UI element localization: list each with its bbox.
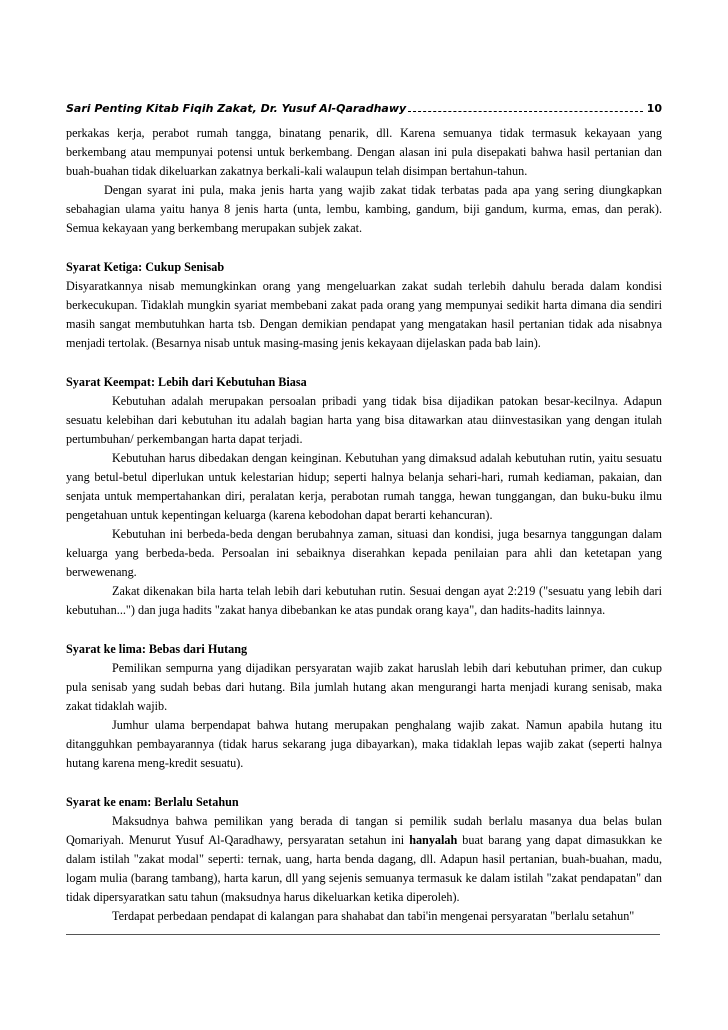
section-heading-syarat-keempat: Syarat Keempat: Lebih dari Kebutuhan Biasa — [66, 375, 307, 389]
paragraph: Kebutuhan harus dibedakan dengan keinginan. Kebutuhan yang dimaksud adalah kebutuhan rutin, yaitu sesuatu yang betul-betul diperlukan untuk kelestarian hidup; seperti halnya belanja sehari-hari, rumah kediaman, pakaian, dan senjata untuk mempertahankan diri, peralatan kerja, perabotan rumah tangga, hewan tunggangan, dan buku-buku ilmu pengetahuan untuk kepentingan keluarga (karena kebodohan dapat berarti kehancuran). — [66, 451, 662, 522]
section-heading-syarat-ke-lima: Syarat ke lima: Bebas dari Hutang — [66, 642, 248, 656]
paragraph — [66, 812, 662, 907]
text-run: buat barang yang dapat dimasukkan ke dalam istilah "zakat modal" seperti: ternak, uang, harta benda dagang, dll. Adapun hasil pertanian, buah-buahan, madu, logam mulia (barang tambang), harta karun, dll yang sejenis semuanya termasuk ke dalam istilah "zakat pendapatan" dan tidak dipersyaratkan satu tahun (maksudnya harus dikeluarkan ketika diperoleh). — [66, 833, 663, 904]
bold-term: hanyalah — [409, 833, 458, 847]
paragraph: Kebutuhan adalah merupakan persoalan pribadi yang tidak bisa dijadikan patokan besar-kecilnya. Adapun sesuatu kelebihan dari kebutuhan itu adalah bagian harta yang bisa ditawarkan atau diinvestasikan yang dengan itulah pertumbuhan/ perkembangan harta dapat terjadi. — [66, 394, 662, 446]
paragraph: Pemilikan sempurna yang dijadikan persyaratan wajib zakat haruslah lebih dari kebutuhan primer, dan cukup pula senisab yang sudah bebas dari hutang. Bila jumlah hutang akan mengurangi harta menjadi kurang senisab, maka zakat tidaklah wajib. — [66, 661, 662, 713]
footer-rule — [66, 934, 660, 935]
page-number: 10 — [646, 102, 662, 115]
paragraph: Kebutuhan ini berbeda-beda dengan berubahnya zaman, situasi dan kondisi, juga besarnya tanggungan dalam keluarga yang berbeda-beda. Persoalan ini sebaiknya diserahkan kepada penilaian para ahli dan ketetapan yang berwewenang. — [66, 527, 662, 579]
section-heading-syarat-ketiga: Syarat Ketiga: Cukup Senisab — [66, 260, 225, 274]
body-text — [66, 124, 662, 926]
paragraph: Jumhur ulama berpendapat bahwa hutang merupakan penghalang wajib zakat. Namun apabila hutang itu ditangguhkan pembayarannya (tidak harus sekarang juga dibayarkan), maka tidaklah lepas wajib zakat (seperti halnya hutang karena meng-kredit sesuatu). — [66, 718, 662, 770]
running-header — [66, 97, 662, 115]
paragraph: Dengan syarat ini pula, maka jenis harta yang wajib zakat tidak terbatas pada apa yang sering diungkapkan sebahagian ulama yaitu hanya 8 jenis harta (unta, lembu, kambing, gandum, biji gandum, kurma, emas, dan perak). Semua kekayaan yang berkembang merupakan subjek zakat. — [66, 183, 662, 235]
header-title: Sari Penting Kitab Fiqih Zakat, Dr. Yusuf Al-Qaradhawy — [66, 102, 407, 115]
paragraph: Terdapat perbedaan pendapat di kalangan para shahabat dan tabi'in mengenai persyaratan "berlalu setahun" — [112, 909, 635, 923]
text-run: Maksudnya bahwa pemilikan yang berada di tangan si pemilik sudah berlalu masanya dua belas bulan Qomariyah. Menurut Yusuf Al-Qaradhawy, persyaratan setahun ini — [66, 814, 662, 847]
paragraph: Zakat dikenakan bila harta telah lebih dari kebutuhan rutin. Sesuai dengan ayat 2:219 ("sesuatu yang lebih dari kebutuhan...") dan juga hadits "zakat hanya dibebankan ke atas pundak orang kaya", dan hadits-hadits lainnya. — [66, 584, 662, 617]
paragraph: perkakas kerja, perabot rumah tangga, binatang penarik, dll. Karena semuanya tidak termasuk kekayaan yang berkembang atau mempunyai potensi untuk berkembang. Dengan alasan ini pula disepakati bahwa hasil pertanian dan buah-buahan tidak dikeluarkan zakatnya berkali-kali walaupun telah disimpan bertahun-tahun. — [66, 126, 662, 178]
section-heading-syarat-ke-enam: Syarat ke enam: Berlalu Setahun — [66, 795, 239, 809]
paragraph: Disyaratkannya nisab memungkinkan orang yang mengeluarkan zakat sudah terlebih dahulu berada dalam kondisi berkecukupan. Tidaklah mungkin syariat membebani zakat pada orang yang mempunyai sedikit harta dimana dia sendiri masih sangat membutuhkan harta tsb. Dengan demikian pendapat yang mengatakan hasil pertanian tidak ada nisabnya menjadi tertolak. (Besarnya nisab untuk masing-masing jenis kekayaan dijelaskan pada bab lain). — [66, 279, 662, 350]
header-dashed-rule — [408, 110, 643, 112]
